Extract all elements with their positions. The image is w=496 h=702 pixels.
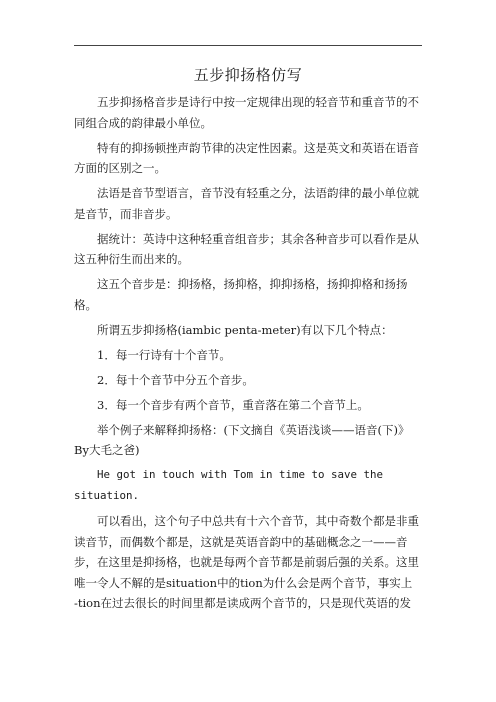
paragraph-definition: 五步抑扬格音步是诗行中按一定规律出现的轻音节和重音节的不同组合成的韵律最小单位。 bbox=[74, 95, 419, 130]
paragraph-statistics: 据统计：英诗中这种轻重音组音步；其余各种音步可以看作是从这五种衍生而出来的。 bbox=[74, 231, 419, 267]
example-sentence: He got in touch with Tom in time to save the situation. bbox=[74, 468, 384, 502]
list-item-2: 2．每十个音节中分五个音步。 bbox=[97, 372, 254, 387]
header-rule bbox=[74, 45, 422, 46]
paragraph-analysis: 可以看出，这个句子中总共有十六个音节，其中奇数个都是非重读音节，而偶数个都是，这就是英语音韵中的基础概念之一——音步，在这里是抑扬格，也就是每两个音节都是前弱后强的关系。这里唯一令人不解的是situation中的tion为什么会是两个音节，事实上 bbox=[74, 513, 419, 590]
paragraph-tion: -tion在过去很长的时间里都是读成两个音节的，只是现代英语的发 bbox=[74, 596, 412, 611]
paragraph-features-intro: 所谓五步抑扬格(iambic penta-meter)有以下几个特点： bbox=[97, 322, 393, 337]
paragraph-rhythm-factor: 特有的抑扬顿挫声韵节律的决定性因素。这是英文和英语在语音方面的区别之一。 bbox=[74, 140, 419, 176]
list-item-1: 1．每一行诗有十个音节。 bbox=[97, 347, 231, 362]
paragraph-french: 法语是音节型语言，音节没有轻重之分，法语韵律的最小单位就是音节，而非音步。 bbox=[74, 186, 419, 221]
document-title: 五步抑扬格仿写 bbox=[193, 66, 303, 84]
paragraph-example-intro: 举个例子来解释抑扬格：(下文摘自《英语浅谈——语音(下)》By大毛之爸) bbox=[74, 422, 410, 458]
document-body bbox=[74, 92, 424, 614]
list-item-3: 3．每一个音步有两个音节，重音落在第二个音节上。 bbox=[97, 397, 369, 412]
paragraph-five-feet: 这五个音步是：抑扬格，扬抑格，抑抑扬格，扬抑抑格和扬扬格。 bbox=[74, 277, 408, 312]
